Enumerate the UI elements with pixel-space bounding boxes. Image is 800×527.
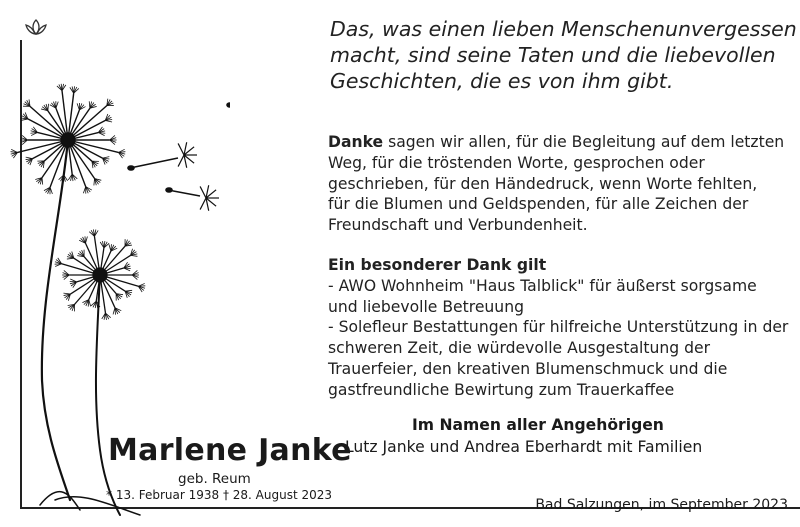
- thanks-line: für die Blumen und Geldspenden, für alle Zeichen der: [328, 195, 749, 214]
- special-thanks-line: und liebevolle Betreuung: [328, 297, 524, 316]
- life-dates: * 13. Februar 1938 † 28. August 2023: [106, 488, 333, 502]
- thanks-first-line: sagen wir allen, für die Begleitung auf dem letzten: [383, 133, 785, 151]
- special-thanks-line: - AWO Wohnheim "Haus Talblick" für äußerst sorgsame: [328, 276, 757, 295]
- memorial-quote: [330, 16, 797, 94]
- quote-line: Das, was einen lieben Menschenunvergessen: [330, 17, 797, 41]
- birth-name: geb. Reum: [178, 471, 251, 487]
- deceased-name: Marlene Janke: [108, 433, 352, 468]
- special-thanks-heading: Ein besonderer Dank gilt: [328, 255, 547, 274]
- thanks-line: [328, 132, 798, 153]
- quote-line: macht, sind seine Taten und die liebevollen: [330, 43, 776, 67]
- special-thanks-line: Trauerfeier, den kreativen Blumenschmuck und die: [328, 359, 728, 378]
- special-thanks-line: - Solefleur Bestattungen für hilfreiche Unterstützung in der: [328, 318, 789, 337]
- thank-you-text: [328, 132, 798, 401]
- special-thanks-paragraph: [328, 255, 798, 401]
- dandelion-head-large: [11, 84, 126, 194]
- thanks-lead: Danke: [328, 133, 384, 151]
- place-and-date: Bad Salzungen, im September 2023: [535, 497, 788, 513]
- flying-seed: [227, 61, 230, 107]
- quote-line: Geschichten, die es von ihm gibt.: [330, 69, 674, 93]
- thanks-line: Weg, für die tröstenden Worte, gesprochen oder: [328, 153, 705, 172]
- thanks-line: geschrieben, für den Händedruck, wenn Worte fehlten,: [328, 174, 758, 193]
- flying-seed: [166, 185, 219, 210]
- signature-names: Lutz Janke und Andrea Eberhardt mit Familien: [345, 438, 703, 456]
- special-thanks-line: schweren Zeit, die würdevolle Ausgestaltung der: [328, 339, 711, 358]
- thanks-line: Freundschaft und Verbundenheit.: [328, 216, 588, 235]
- signature-heading: Im Namen aller Angehörigen: [412, 416, 664, 434]
- special-thanks-line: gastfreundliche Bewirtung zum Trauerkaffee: [328, 380, 675, 399]
- dandelion-head-small: [55, 229, 146, 319]
- flying-seed: [128, 142, 197, 170]
- thanks-paragraph: [328, 132, 798, 236]
- lotus-logo-icon: [24, 18, 48, 38]
